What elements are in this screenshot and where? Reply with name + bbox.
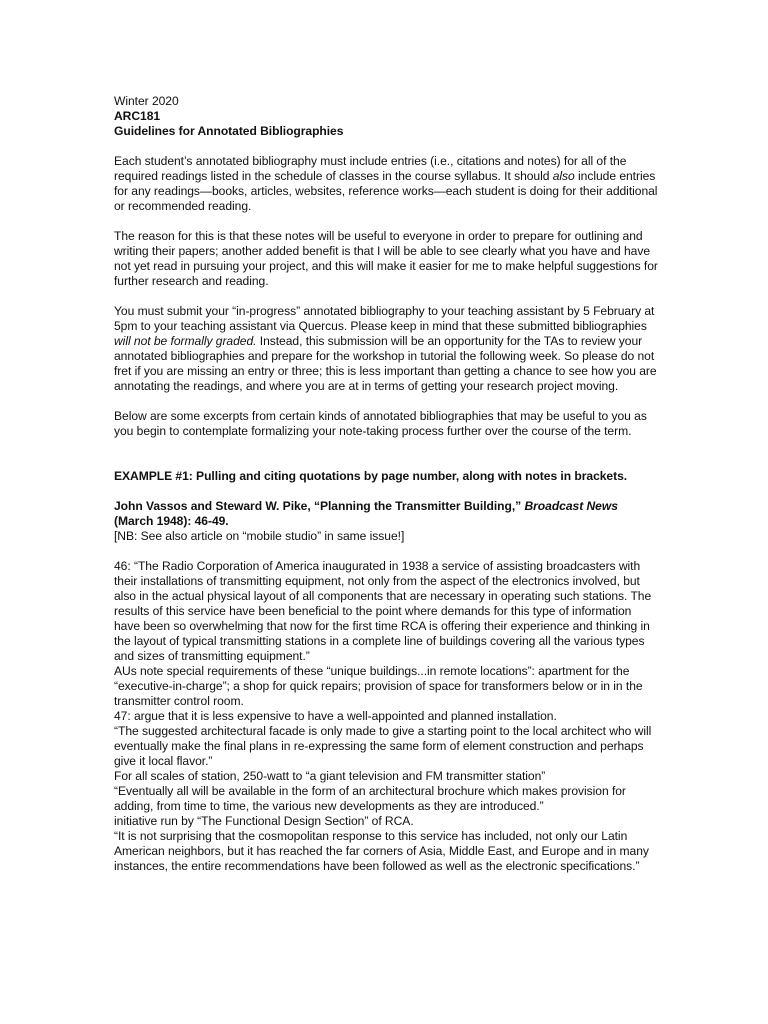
note-46: 46: “The Radio Corporation of America inaugurated in 1938 a service of assisting broadcasters with their installations of transmitting equipment, not only from the aspect of the electronics involved, but also in the actual physical layout of all components that are necessary in operating such stations. The results of this service have been beneficial to the point where demands for this type of information have been so overwhelming that now for the first time RCA is offering their experience and thinking in the layout of typical transmitting stations in a complete line of buildings covering all the various types and sizes of transmitting equipment.” [114,559,652,663]
note-unique-buildings: AUs note special requirements of these “unique buildings...in remote locations”: apartment for the “executive-in-charge”; a shop for quick repairs; provision of space for transformers below or in in the transmitter control room. [114,664,643,708]
citation: John Vassos and Steward W. Pike, “Planning the Transmitter Building,” Broadcast News (March 1948): 46-49. [114,499,618,528]
note-cosmopolitan: “It is not surprising that the cosmopolitan response to this service has included, not only our Latin American neighbors, but it has reached the far corners of Asia, Middle East, and Europe and in many instances, the entire recommendations have been followed as well as the electronic specifications.” [114,829,649,873]
document-body [114,94,659,874]
term: Winter 2020 [114,94,179,108]
note-facade: “The suggested architectural facade is only made to give a starting point to the local architect who will eventually make the final plans in re-expressing the same form of element construction and perhaps give it local flavor.” [114,724,652,768]
note-scales: For all scales of station, 250-watt to “a giant television and FM transmitter station” [114,769,546,783]
course-code: ARC181 [114,109,161,123]
paragraph-1: Each student’s annotated bibliography must include entries (i.e., citations and notes) for all of the required readings listed in the schedule of classes in the course syllabus. It should also include entries for any readings—books, articles, websites, reference works—each student is doing for their additional or recommended reading. [114,154,658,213]
paragraph-3: You must submit your “in-progress” annotated bibliography to your teaching assistant by 5 February at 5pm to your teaching assistant via Quercus. Please keep in mind that these submitted bibliographies will not be formally graded. Instead, this submission will be an opportunity for the TAs to review your annotated bibliographies and prepare for the workshop in tutorial the following week. So please do not fret if you are missing an entry or three; this is less important than getting a chance to see how you are annotating the readings, and where you are at in terms of getting your research project moving. [114,304,657,393]
note-brochure: “Eventually all will be available in the form of an architectural brochure which makes provision for adding, from time to time, the various new developments as they are introduced.” [114,784,626,813]
note-initiative: initiative run by “The Functional Design Section” of RCA. [114,814,414,828]
note-47: 47: argue that it is less expensive to have a well-appointed and planned installation. [114,709,557,723]
document-title: Guidelines for Annotated Bibliographies [114,124,344,138]
paragraph-4: Below are some excerpts from certain kinds of annotated bibliographies that may be useful to you as you begin to contemplate formalizing your note-taking process further over the course of the term. [114,409,647,438]
paragraph-2: The reason for this is that these notes will be useful to everyone in order to prepare for outlining and writing their papers; another added benefit is that I will be able to see clearly what you have and have not yet read in pursuing your project, and this will make it easier for me to make helpful suggestions for further research and reading. [114,229,658,288]
example-heading: EXAMPLE #1: Pulling and citing quotations by page number, along with notes in brackets. [114,469,628,483]
citation-note: [NB: See also article on “mobile studio” in same issue!] [114,529,405,543]
